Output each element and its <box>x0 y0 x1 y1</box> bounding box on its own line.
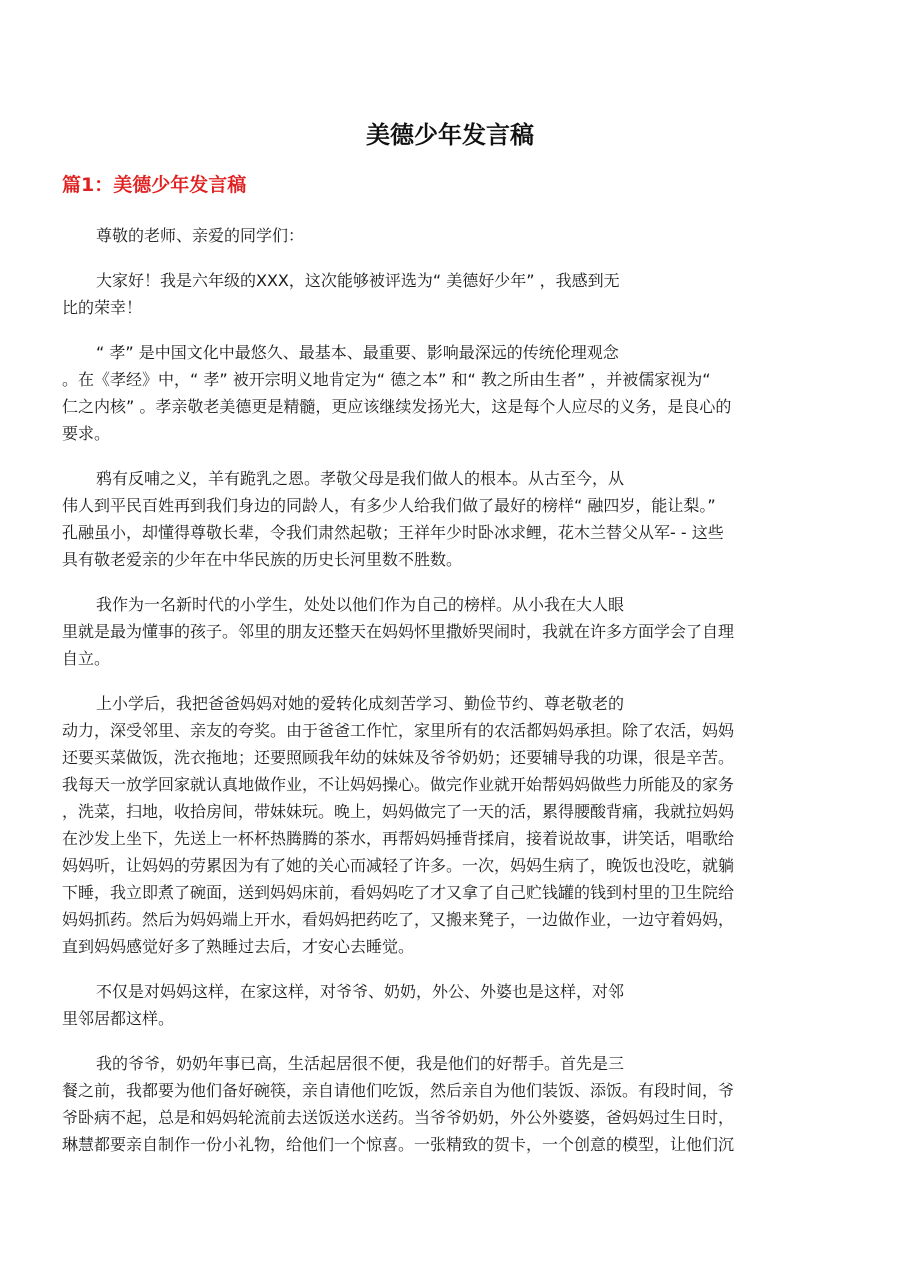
text-line: 妈妈抓药。然后为妈妈端上开水，看妈妈把药吃了，又搬来凳子，一边做作业，一边守着妈妈， <box>62 910 735 929</box>
text-line: 大家好！我是六年级的XXX，这次能够被评选为“ 美德好少年” ，我感到无 <box>96 271 620 290</box>
text-line: 餐之前，我都要为他们备好碗筷，亲自请他们吃饭，然后亲自为他们装饭、添饭。有段时间，爷 <box>62 1081 735 1100</box>
text-line: 里邻居都这样。 <box>62 1009 175 1028</box>
text-line: 。在《孝经》中，“ 孝” 被开宗明义地肯定为“ 德之本” 和“ 教之所由生者” ，并被儒家视为“ <box>62 370 711 389</box>
text-line: 琳慧都要亲自制作一份小礼物，给他们一个惊喜。一张精致的贺卡，一个创意的模型，让他们沉 <box>62 1135 735 1154</box>
text-line: 我的爷爷，奶奶年事已高，生活起居很不便，我是他们的好帮手。首先是三 <box>96 1054 625 1073</box>
text-line: “ 孝” 是中国文化中最悠久、最基本、最重要、影响最深远的传统伦理观念 <box>96 343 619 362</box>
text-line: 动力，深受邻里、亲友的夸奖。由于爸爸工作忙，家里所有的农活都妈妈承担。除了农活，妈妈 <box>62 721 735 740</box>
text-line: 孔融虽小，却懂得尊敬长辈，令我们肃然起敬；王祥年少时卧冰求鲤，花木兰替父从军- - 这些 <box>62 523 724 542</box>
text-line: 直到妈妈感觉好多了熟睡过去后，才安心去睡觉。 <box>62 937 415 956</box>
text-line: 比的荣幸！ <box>62 298 143 317</box>
text-line: 还要买菜做饭，洗衣拖地；还要照顾我年幼的妹妹及爷爷奶奶；还要辅导我的功课，很是辛苦。 <box>62 748 735 767</box>
paragraph-grandparents <box>62 1050 842 1158</box>
paragraph-helping-mother <box>62 690 842 960</box>
section-heading: 篇1：美德少年发言稿 <box>62 174 247 196</box>
paragraph-role-models <box>62 465 842 573</box>
text-line: 妈妈听，让妈妈的劳累因为有了她的关心而减轻了许多。一次，妈妈生病了，晚饭也没吃，就躺 <box>62 856 735 875</box>
text-line: 爷卧病不起，总是和妈妈轮流前去送饭送水送药。当爷爷奶奶，外公外婆婆，爸妈妈过生日时， <box>62 1108 735 1127</box>
paragraph-family-neighbors <box>62 978 842 1032</box>
text-line: 下睡，我立即煮了碗面，送到妈妈床前，看妈妈吃了才又拿了自己贮钱罐的钱到村里的卫生院给 <box>62 883 735 902</box>
text-line: 伟人到平民百姓再到我们身边的同龄人，有多少人给我们做了最好的榜样“ 融四岁，能让梨。” <box>62 496 716 515</box>
paragraph-greeting <box>62 222 842 249</box>
paragraph-filial-piety <box>62 339 842 447</box>
text-line: 我每天一放学回家就认真地做作业，不让妈妈操心。做完作业就开始帮妈妈做些力所能及的家务 <box>62 775 735 794</box>
document-title: 美德少年发言稿 <box>366 121 534 149</box>
text-line: 不仅是对妈妈这样，在家这样，对爷爷、奶奶，外公、外婆也是这样，对邻 <box>96 982 625 1001</box>
text-line: ，洗菜，扫地，收拾房间，带妹妹玩。晚上，妈妈做完了一天的活，累得腰酸背痛，我就拉妈妈 <box>62 802 735 821</box>
text-line: 在沙发上坐下，先送上一杯杯热腾腾的茶水，再帮妈妈捶背揉肩，接着说故事，讲笑话，唱歌给 <box>62 829 735 848</box>
text-line: 仁之内核” 。孝亲敬老美德更是精髓，更应该继续发扬光大，这是每个人应尽的义务，是良心的 <box>62 397 732 416</box>
paragraph-self-reliance <box>62 591 842 672</box>
text-line: 里就是最为懂事的孩子。邻里的朋友还整天在妈妈怀里撒娇哭闹时，我就在许多方面学会了自理 <box>62 622 735 641</box>
text-line: 要求。 <box>62 424 111 443</box>
text-line: 具有敬老爱亲的少年在中华民族的历史长河里数不胜数。 <box>62 550 463 569</box>
text-line: 自立。 <box>62 649 111 668</box>
text-line: 我作为一名新时代的小学生，处处以他们作为自己的榜样。从小我在大人眼 <box>96 595 625 614</box>
text-line: 上小学后，我把爸爸妈妈对她的爱转化成刻苦学习、勤俭节约、尊老敬老的 <box>96 694 625 713</box>
text-line: 鸦有反哺之义，羊有跪乳之恩。孝敬父母是我们做人的根本。从古至今，从 <box>96 469 625 488</box>
text-line: 尊敬的老师、亲爱的同学们： <box>96 226 305 245</box>
paragraph-intro <box>62 267 842 321</box>
